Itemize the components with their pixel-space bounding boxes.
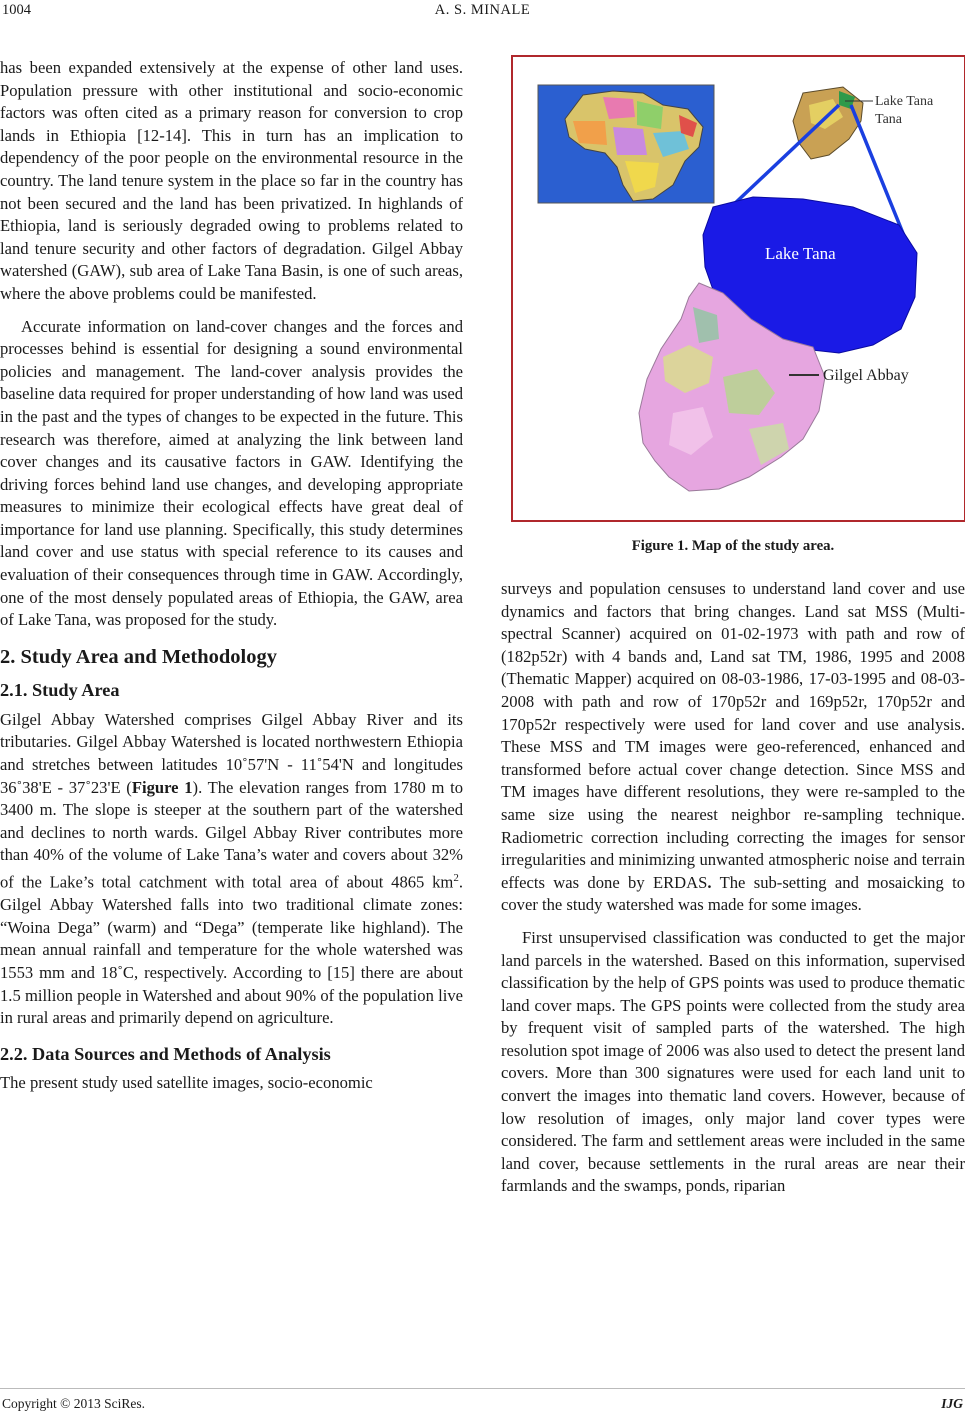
data-sources-paragraph-continued — [501, 578, 965, 917]
copyright-notice: Copyright © 2013 SciRes. — [2, 1396, 146, 1411]
section-heading-study-area-methodology: 2. Study Area and Methodology — [0, 645, 277, 668]
study-area-map — [513, 57, 963, 519]
gilgel-abbay-label: Gilgel Abbay — [823, 367, 909, 384]
subsection-heading-data-sources: 2.2. Data Sources and Methods of Analysis — [0, 1043, 331, 1064]
subsection-heading-study-area: 2.1. Study Area — [0, 679, 120, 700]
study-area-text-a: Gilgel Abbay Watershed comprises Gilgel Abbay River and its tributaries. Gilgel Abbay Watershed is located northwestern Ethiopia and stretches between latitudes 10˚57'N - 11˚54'N and longitudes 36˚38'E - 37˚23'E ( — [0, 709, 463, 797]
figure-reference-link[interactable]: Figure 1 — [131, 777, 193, 797]
page-header — [0, 2, 965, 24]
lake-tana-inset-label-line2: Tana — [875, 112, 903, 127]
data-sources-text-b: The sub-setting and mosaicking to cover the study watershed was made for some images. — [501, 872, 965, 915]
journal-abbreviation: IJG — [941, 1396, 963, 1411]
lake-tana-label: Lake Tana — [765, 244, 836, 263]
figure-caption: Figure 1. Map of the study area. — [631, 538, 835, 554]
footer-divider — [0, 1388, 965, 1389]
study-area-paragraph — [0, 709, 463, 1030]
study-area-text-b: ). The elevation ranges from 1780 m to 3400 m. The slope is steeper at the southern part of the watershed and declines to north wards. Gilgel Abbay River contributes more than 40% of the volume of Lake Tana’s water and covers about 32% of the Lake’s total catchment with total area of about 4865 km — [0, 777, 463, 892]
study-area-map-figure — [511, 55, 965, 522]
superscript-2: 2 — [453, 872, 459, 884]
intro-paragraph-2: Accurate information on land-cover changes and the forces and processes behind is essential for designing a sound environmental policies and management. The land-cover analysis provides the baseline data required for proper understanding of how land was used in the past and the types of changes to be expected in the future. This research was therefore, aimed at analyzing the link between land cover changes and its causative factors in GAW. Identifying the driving forces behind land use changes, and developing appropriate measures to minimize their ecological effects have great deal of importance for land use planning. Specifically, this study determines land cover and use status with special reference to its causes and evaluation of their consequences through time in GAW. Accordingly, one of the most densely populated areas of Ethiopia, the GAW, area of Lake Tana, was proposed for the study. — [0, 316, 463, 630]
data-sources-text-a: surveys and population censuses to understand land cover and use dynamics and factors that bring changes. Land sat MSS (Multi-spectral Scanner) acquired on 01-02-1973 with path and row of (182p52r) with 4 bands and, Land sat TM, 1986, 1995 and 2008 (Thematic Mapper) acquired on 08-03-1986, 17-03-1995 and 08-03-2008 with path and row of 170p52r and 169p52r, 170p52r and 170p52r respectively were used for land cover and use analysis. These MSS and TM images were geo-referenced, enhanced and transformed before actual cover change detection. Since MSS and TM images have different resolutions, they were re-sampled to the same size using the nearest neighbor re-sampling technique. Radiometric correction including correcting the images for sensor irregularities and minimizing unwanted atmospheric noise and terrain effects was done by ERDAS — [501, 579, 965, 892]
africa-country-shape — [613, 127, 647, 155]
lake-tana-inset-label: Lake Tana — [875, 94, 934, 109]
left-column — [0, 57, 463, 1094]
study-area-text-c: . Gilgel Abbay Watershed falls into two traditional climate zones: “Woina Dega” (warm) and “Dega” (temperate like highland). The mean annual rainfall and temperature for the whole watershed was 1553 mm and 18˚C, respectively. According to [15] there are about 1.5 million people in Watershed and about 90% of the population live in rural areas and primarily depend on agriculture. — [0, 872, 463, 1028]
page-number: 1004 — [2, 2, 31, 18]
right-column — [501, 578, 965, 1198]
bold-period: . — [707, 872, 712, 892]
intro-paragraph-continued: has been expanded extensively at the expense of other land uses. Population pressure with other institutional and socio-economic factors was often cited as a primary reason for conversion to crop lands in Ethiopia [12-14]. This in turn has an implication to dependency of the poor people on the environmental resource in the country. The land tenure system in the place so far in the country has not been secured and the land has been privatized. In highlands of Ethiopia, land is seriously degraded owing to problems related to land tenure security and other factors of degradation. Gilgel Abbay watershed (GAW), sub area of Lake Tana Basin, is one of such areas, where the above problems could be manifested. — [0, 58, 463, 303]
running-author: A. S. MINALE — [434, 2, 531, 18]
classification-paragraph: First unsupervised classification was conducted to get the major land parcels in the watershed. Based on this information, supervised classification by the help of GPS points was used to produce thematic land cover maps. The GPS points were collected from the study area by frequent visit of sampled parts of the watershed. The high resolution spot image of 2006 was also used to detect the present land covers. More than 300 signatures were used for each land unit to convert the images into thematic land covers. However, because of low resolution of images, only major land cover types were considered. The farm and settlement areas were included in the same land cover, because settlements in the rural areas are near their farmlands and the swamps, ponds, riparian — [501, 927, 965, 1196]
data-sources-paragraph: The present study used satellite images, socio-economic — [0, 1072, 373, 1092]
